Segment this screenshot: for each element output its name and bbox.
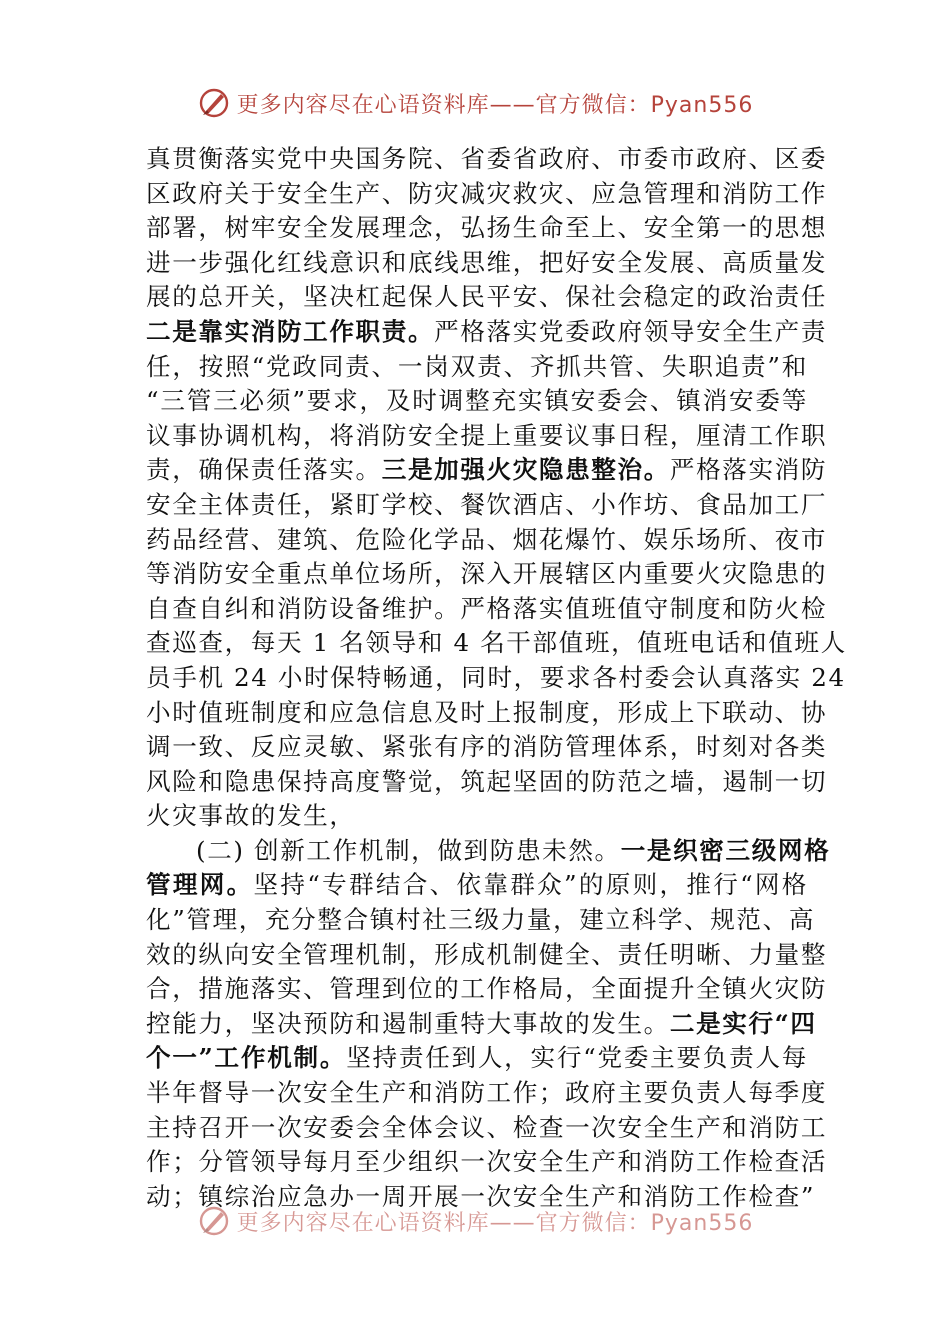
text-line: “三管三必须”要求，及时调整充实镇安委会、镇消安委等 [146,386,808,416]
bold-heading: 一是织密三级网格 [620,835,831,865]
section-heading-line: (二) 创新工作机制，做到防患未然。一是织密三级网格 [196,835,831,865]
text-line: 效的纵向安全管理机制，形成机制健全、责任明晰、力量整 [146,939,828,969]
text-line: 真贯衡落实党中央国务院、省委省政府、市委市政府、区委 [146,144,828,173]
text-line: 查巡查，每天 1 名领导和 4 名干部值班，值班电话和值班人 [146,628,847,658]
text-line: 部署，树牢安全发展理念，弘扬生命至上、安全第一的思想 [146,213,828,243]
text-line: 进一步强化红线意识和底线思维，把好安全发展、高质量发 [146,247,828,277]
text-line: 管理网。坚持“专群结合、依靠群众”的原则，推行“网格 [146,870,808,900]
text-line: 主持召开一次安委会全体会议、检查一次安全生产和消防工 [146,1112,828,1142]
watermark-header [0,83,950,123]
text-line: 调一致、反应灵敏、紧张有序的消防管理体系，时刻对各类 [146,732,828,762]
text-line: 风险和隐患保持高度警觉，筑起坚固的防范之墙，遏制一切 [146,766,828,796]
text-line: 安全主体责任，紧盯学校、餐饮酒店、小作坊、食品加工厂 [146,489,828,519]
watermark-footer [0,1204,950,1238]
text-line: 议事协调机构，将消防安全提上重要议事日程，厘清工作职 [146,420,828,450]
text-line: 个一”工作机制。坚持责任到人，实行“党委主要负责人每 [146,1043,808,1073]
text-line: 任，按照“党政同责、一岗双责、齐抓共管、失职追责”和 [146,351,808,381]
bold-heading: 三是加强火灾隐患整治。 [381,455,670,485]
text-line: 动；镇综治应急办一周开展一次安全生产和消防工作检查” [146,1181,816,1211]
bold-heading: 管理网。 [146,870,254,900]
text-line: 合，措施落实、管理到位的工作格局，全面提升全镇火灾防 [146,974,828,1004]
text-line: 区政府关于安全生产、防灾减灾救灾、应急管理和消防工作 [146,178,828,208]
text-line: 责，确保责任落实。三是加强火灾隐患整治。严格落实消防 [146,455,828,485]
watermark-text: 更多内容尽在心语资料库——官方微信：Pyan556 [236,1210,754,1236]
text-line: 等消防安全重点单位场所，深入开展辖区内重要火灾隐患的 [146,559,828,589]
pen-circle-logo-icon [197,1204,231,1238]
watermark-text: 更多内容尽在心语资料库——官方微信：Pyan556 [236,92,754,118]
text-line: 展的总开关，坚决杠起保人民平安、保社会稳定的政治责任 [146,282,828,312]
pen-circle-logo-icon [197,86,231,120]
text-line: 半年督导一次安全生产和消防工作；政府主要负责人每季度 [146,1078,828,1108]
text-line: 自查自纠和消防设备维护。严格落实值班值守制度和防火检 [146,593,828,623]
text-line: 化”管理，充分整合镇村社三级力量，建立科学、规范、高 [146,905,816,935]
text-line: 控能力，坚决预防和遏制重特大事故的发生。二是实行“四 [146,1008,817,1038]
text-line: 作；分管领导每月至少组织一次安全生产和消防工作检查活 [146,1147,828,1177]
text-line: 小时值班制度和应急信息及时上报制度，形成上下联动、协 [146,697,828,727]
text-line: 火灾事故的发生， [146,801,356,831]
document-body [146,142,847,1214]
bold-heading: 二是靠实消防工作职责。 [146,316,435,346]
text-line: 员手机 24 小时保特畅通，同时，要求各村委会认真落实 24 [146,662,846,692]
text-line: 药品经营、建筑、危险化学品、烟花爆竹、娱乐场所、夜市 [146,524,828,554]
bold-heading: 个一”工作机制。 [146,1043,347,1073]
bold-heading: 二是实行“四 [669,1008,817,1038]
text-line: 二是靠实消防工作职责。严格落实党委政府领导安全生产责 [146,316,828,346]
